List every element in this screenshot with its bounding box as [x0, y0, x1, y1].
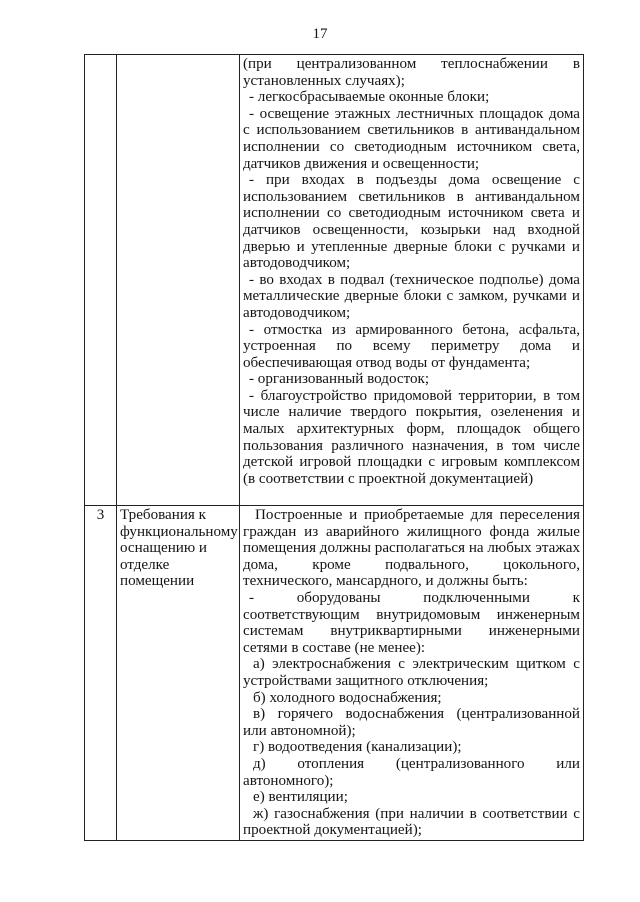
paragraph: - освещение этажных лестничных площадок дома с использованием светильников в антивандальном исполнении со светодиодным источником света, датчиков движения и освещенности; [243, 105, 580, 172]
paragraph: г) водоотведения (канализации); [253, 739, 462, 756]
row-label-line: функциональному [120, 523, 238, 540]
row-label-cell [117, 506, 240, 841]
paragraph: - при входах в подъезды дома освещение с использованием светильников в антивандальном исполнении со светодиодным источником света и датчиков освещенности, козырьки над входной дверью и утепленные дверные блоки с ручками и автодоводчиком; [243, 172, 580, 272]
paragraph: - во входах в подвал (техническое подполье) дома металлические дверные блоки с замком, ручками и автодоводчиком; [243, 271, 580, 321]
row-label-cell [117, 55, 240, 506]
paragraph: - благоустройство придомовой территории, в том числе наличие твердого покрытия, озеленения и малых архитектурных форм, площадок общего пользования различного назначения, в том числе детской игровой площадки с игровым комплексом (в соответствии с проектной документацией) [243, 387, 580, 487]
paragraph: ж) газоснабжения (при наличии в соответствии с проектной документацией); [243, 805, 580, 839]
row-content-cell [240, 506, 584, 841]
paragraph: а) электроснабжения с электрическим щитком с устройствами защитного отключения; [243, 656, 580, 689]
paragraph: д) отопления (централизованного или автономного); [243, 755, 580, 789]
row-label-line: отделке [120, 556, 170, 573]
paragraph: Построенные и приобретаемые для переселения граждан из аварийного жилищного фонда жилые помещения должны располагаться на любых этажах дома, кроме подвального, цокольного, технического, мансардного, и должны быть: [243, 507, 580, 590]
row-content-cell [240, 55, 584, 506]
paragraph: (при централизованном теплоснабжении в установленных случаях); [243, 56, 580, 89]
paragraph: б) холодного водоснабжения; [253, 689, 442, 706]
paragraph: - организованный водосток; [249, 371, 430, 388]
paragraph: - легкосбрасываемые оконные блоки; [249, 89, 490, 106]
row-number-cell [85, 55, 117, 506]
row-number-cell: 3 [85, 506, 117, 841]
paragraph: е) вентиляции; [253, 789, 348, 806]
table-row [85, 55, 584, 506]
row-label-line: оснащению и [120, 540, 208, 557]
table-row [85, 506, 584, 841]
page-number: 17 [312, 26, 328, 42]
paragraph: - отмостка из армированного бетона, асфальта, устроенная по всему периметру дома и обеспечивающая отвод воды от фундамента; [243, 321, 580, 371]
row-label-line: помещении [120, 573, 195, 590]
row-label-line: Требования к [120, 507, 206, 523]
paragraph: - оборудованы подключенными к соответствующим внутридомовым инженерным системам внутриквартирными инженерными сетями в составе (не менее): [243, 589, 580, 656]
paragraph: в) горячего водоснабжения (централизованной или автономной); [243, 706, 580, 739]
requirements-table [84, 54, 584, 841]
